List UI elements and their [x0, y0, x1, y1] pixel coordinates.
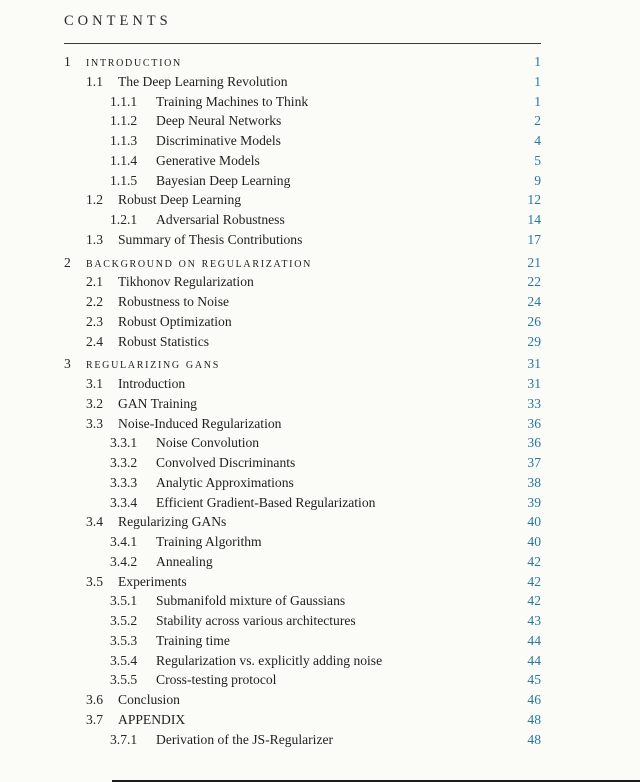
- toc-entry-page: 44: [527, 652, 541, 668]
- toc-entry-page: 21: [527, 254, 541, 270]
- toc-entry-title: Conclusion: [118, 692, 180, 707]
- toc-entry-number: 3: [64, 356, 71, 372]
- toc-entry-title: APPENDIX: [118, 711, 186, 727]
- toc-entry-title: Generative Models: [156, 152, 260, 168]
- toc-entry-page: 36: [527, 415, 541, 431]
- toc-entry[interactable]: [64, 433, 541, 453]
- toc-entry-title: The Deep Learning Revolution: [118, 73, 288, 89]
- toc-entry[interactable]: [64, 532, 541, 552]
- toc-entry-number: 3.7.1: [110, 731, 138, 747]
- toc-entry-page: 37: [527, 455, 541, 470]
- toc-entry[interactable]: [64, 394, 541, 414]
- toc-entry-title: regularizing gans: [86, 356, 220, 372]
- toc-entry-title: Robust Deep Learning: [118, 192, 242, 208]
- toc-entry[interactable]: [64, 473, 541, 493]
- toc-entry[interactable]: [64, 611, 541, 631]
- toc-entry-page: 22: [527, 274, 541, 290]
- toc-entry[interactable]: [64, 72, 541, 92]
- toc-entry-number: 1.1.2: [110, 113, 138, 129]
- toc-entry[interactable]: [64, 631, 541, 651]
- toc-entry-number: 3.3: [86, 415, 103, 431]
- toc-entry-page: 42: [527, 553, 541, 569]
- toc-entry-number: 3.6: [86, 692, 103, 707]
- toc-entry-number: 3.5.2: [110, 613, 138, 628]
- toc-entry-title: Noise-Induced Regularization: [118, 415, 282, 431]
- toc-entry-number: 3.5: [86, 573, 103, 589]
- toc-entry-number: 3.4.1: [110, 534, 138, 549]
- toc-entry-title: introduction: [86, 54, 182, 69]
- toc-entry-title: Adversarial Robustness: [156, 212, 285, 227]
- toc-entry-page: 48: [527, 731, 541, 747]
- toc-entry-number: 3.4.2: [110, 553, 138, 569]
- toc-entry-number: 3.3.3: [110, 474, 138, 490]
- toc-entry[interactable]: [64, 730, 541, 750]
- toc-entry-page: 45: [527, 672, 541, 688]
- toc-entry-page: 1: [534, 54, 541, 69]
- toc-entry-title: background on regularization: [86, 254, 313, 270]
- toc-entry[interactable]: [64, 111, 541, 131]
- toc-entry-number: 3.3.1: [110, 435, 138, 451]
- toc-entry-number: 2.2: [86, 294, 103, 309]
- toc-entry[interactable]: [64, 552, 541, 572]
- toc-entry-page: 12: [527, 192, 541, 208]
- toc-entry-number: 1.1.1: [110, 93, 138, 109]
- title-rule: [64, 43, 541, 44]
- toc-entry-title: Convolved Discriminants: [156, 455, 296, 470]
- toc-entry-title: Introduction: [118, 376, 186, 391]
- toc-entry-number: 3.5.4: [110, 652, 138, 668]
- toc-entry-number: 3.7: [86, 711, 103, 727]
- toc-entry-page: 5: [534, 152, 541, 168]
- toc-entry-page: 36: [527, 435, 541, 451]
- toc-entry-page: 9: [534, 172, 541, 188]
- toc-entry-page: 43: [527, 613, 541, 628]
- toc-entry-page: 17: [527, 231, 541, 247]
- toc-entry-number: 2: [64, 254, 71, 270]
- toc-entry[interactable]: [64, 332, 541, 352]
- toc-entry[interactable]: [64, 292, 541, 312]
- toc-entry-number: 3.1: [86, 376, 103, 391]
- toc-entry-title: Bayesian Deep Learning: [156, 172, 291, 188]
- toc-entry-number: 3.3.2: [110, 455, 138, 470]
- toc-entry-page: 1: [534, 93, 541, 109]
- toc-entry-number: 3.3.4: [110, 494, 138, 510]
- toc-entry[interactable]: [64, 710, 541, 730]
- toc-entry[interactable]: [64, 414, 541, 434]
- toc-entry-title: Training Machines to Think: [156, 93, 309, 109]
- toc-entry-page: 4: [534, 133, 541, 148]
- toc-entry[interactable]: [64, 453, 541, 473]
- toc-entry-page: 39: [527, 494, 541, 510]
- toc-entry-page: 26: [527, 313, 541, 329]
- toc-entry-title: Experiments: [118, 573, 187, 589]
- toc-entry-title: Efficient Gradient-Based Regularization: [156, 494, 376, 510]
- toc-entry-page: 40: [527, 534, 541, 549]
- toc-entry-title: Robust Optimization: [118, 313, 232, 329]
- toc-entry-title: Training Algorithm: [156, 534, 262, 549]
- toc-entry-page: 42: [527, 573, 541, 589]
- toc-entry-number: 1: [64, 54, 71, 69]
- toc-entry[interactable]: [64, 230, 541, 250]
- toc-entry[interactable]: [64, 354, 541, 374]
- toc-entry-title: Training time: [156, 632, 230, 648]
- toc-entry-number: 2.4: [86, 333, 103, 349]
- toc-entry-title: Stability across various architectures: [156, 613, 356, 628]
- toc-entry-title: Cross-testing protocol: [156, 672, 277, 688]
- toc-entry-page: 29: [527, 333, 541, 349]
- toc-entry-title: Annealing: [156, 553, 213, 569]
- toc-entry-title: Robustness to Noise: [118, 294, 230, 309]
- toc-entry[interactable]: [64, 92, 541, 112]
- toc-entry-number: 3.5.3: [110, 632, 138, 648]
- toc-entry-number: 3.5.1: [110, 593, 138, 609]
- toc-list: [64, 52, 541, 749]
- toc-entry[interactable]: [64, 190, 541, 210]
- toc-entry-number: 3.5.5: [110, 672, 138, 688]
- toc-entry-title: Submanifold mixture of Gaussians: [156, 593, 346, 609]
- toc-entry-title: GAN Training: [118, 395, 197, 411]
- toc-entry[interactable]: [64, 151, 541, 171]
- toc-entry-number: 2.3: [86, 313, 103, 329]
- toc-entry[interactable]: [64, 272, 541, 292]
- toc-entry[interactable]: [64, 512, 541, 532]
- toc-entry[interactable]: [64, 131, 541, 151]
- toc-entry-page: 31: [527, 376, 541, 391]
- toc-entry[interactable]: [64, 171, 541, 191]
- toc-entry-page: 42: [527, 593, 541, 609]
- toc-entry-page: 14: [527, 212, 541, 227]
- toc-entry-number: 3.2: [86, 395, 103, 411]
- toc-entry-number: 1.2: [86, 192, 103, 208]
- toc-entry-page: 40: [527, 514, 541, 530]
- toc-entry[interactable]: [64, 374, 541, 394]
- toc-entry[interactable]: [64, 572, 541, 592]
- toc-entry-title: Discriminative Models: [156, 133, 281, 148]
- toc-entry-page: 1: [534, 73, 541, 89]
- toc-entry[interactable]: [64, 312, 541, 332]
- toc-entry-number: 1.1.5: [110, 172, 138, 188]
- toc-entry-number: 1.1.3: [110, 133, 138, 148]
- toc-entry-number: 3.4: [86, 514, 103, 530]
- page-title: CONTENTS: [64, 13, 172, 29]
- toc-entry-number: 1.1: [86, 73, 103, 89]
- toc-entry-page: 44: [527, 632, 541, 648]
- toc-entry-page: 38: [527, 474, 541, 490]
- toc-entry[interactable]: [64, 651, 541, 671]
- toc-entry[interactable]: [64, 591, 541, 611]
- toc-entry[interactable]: [64, 670, 541, 690]
- toc-entry-page: 33: [527, 395, 541, 411]
- toc-entry-title: Tikhonov Regularization: [118, 274, 254, 290]
- toc-entry-page: 24: [527, 294, 541, 309]
- toc-entry-page: 48: [527, 711, 541, 727]
- toc-entry-page: 31: [527, 356, 541, 372]
- toc-entry-title: Deep Neural Networks: [156, 113, 282, 129]
- toc-entry-page: 2: [534, 113, 541, 129]
- toc-entry-number: 2.1: [86, 274, 103, 290]
- toc-entry-title: Derivation of the JS-Regularizer: [156, 731, 334, 747]
- toc-entry[interactable]: [64, 493, 541, 513]
- toc-entry-title: Regularization vs. explicitly adding noise: [156, 652, 383, 668]
- toc-entry-number: 1.1.4: [110, 152, 138, 168]
- toc-entry-title: Noise Convolution: [156, 435, 260, 451]
- toc-entry-title: Summary of Thesis Contributions: [118, 231, 303, 247]
- toc-entry-title: Regularizing GANs: [118, 514, 227, 530]
- toc-entry-page: 46: [527, 692, 541, 707]
- toc-entry[interactable]: [64, 52, 541, 72]
- toc-entry[interactable]: [64, 210, 541, 230]
- toc-entry-title: Robust Statistics: [118, 333, 210, 349]
- toc-entry[interactable]: [64, 253, 541, 273]
- toc-entry-number: 1.3: [86, 231, 103, 247]
- toc-entry-title: Analytic Approximations: [156, 474, 294, 490]
- toc-entry[interactable]: [64, 690, 541, 710]
- toc-entry-number: 1.2.1: [110, 212, 138, 227]
